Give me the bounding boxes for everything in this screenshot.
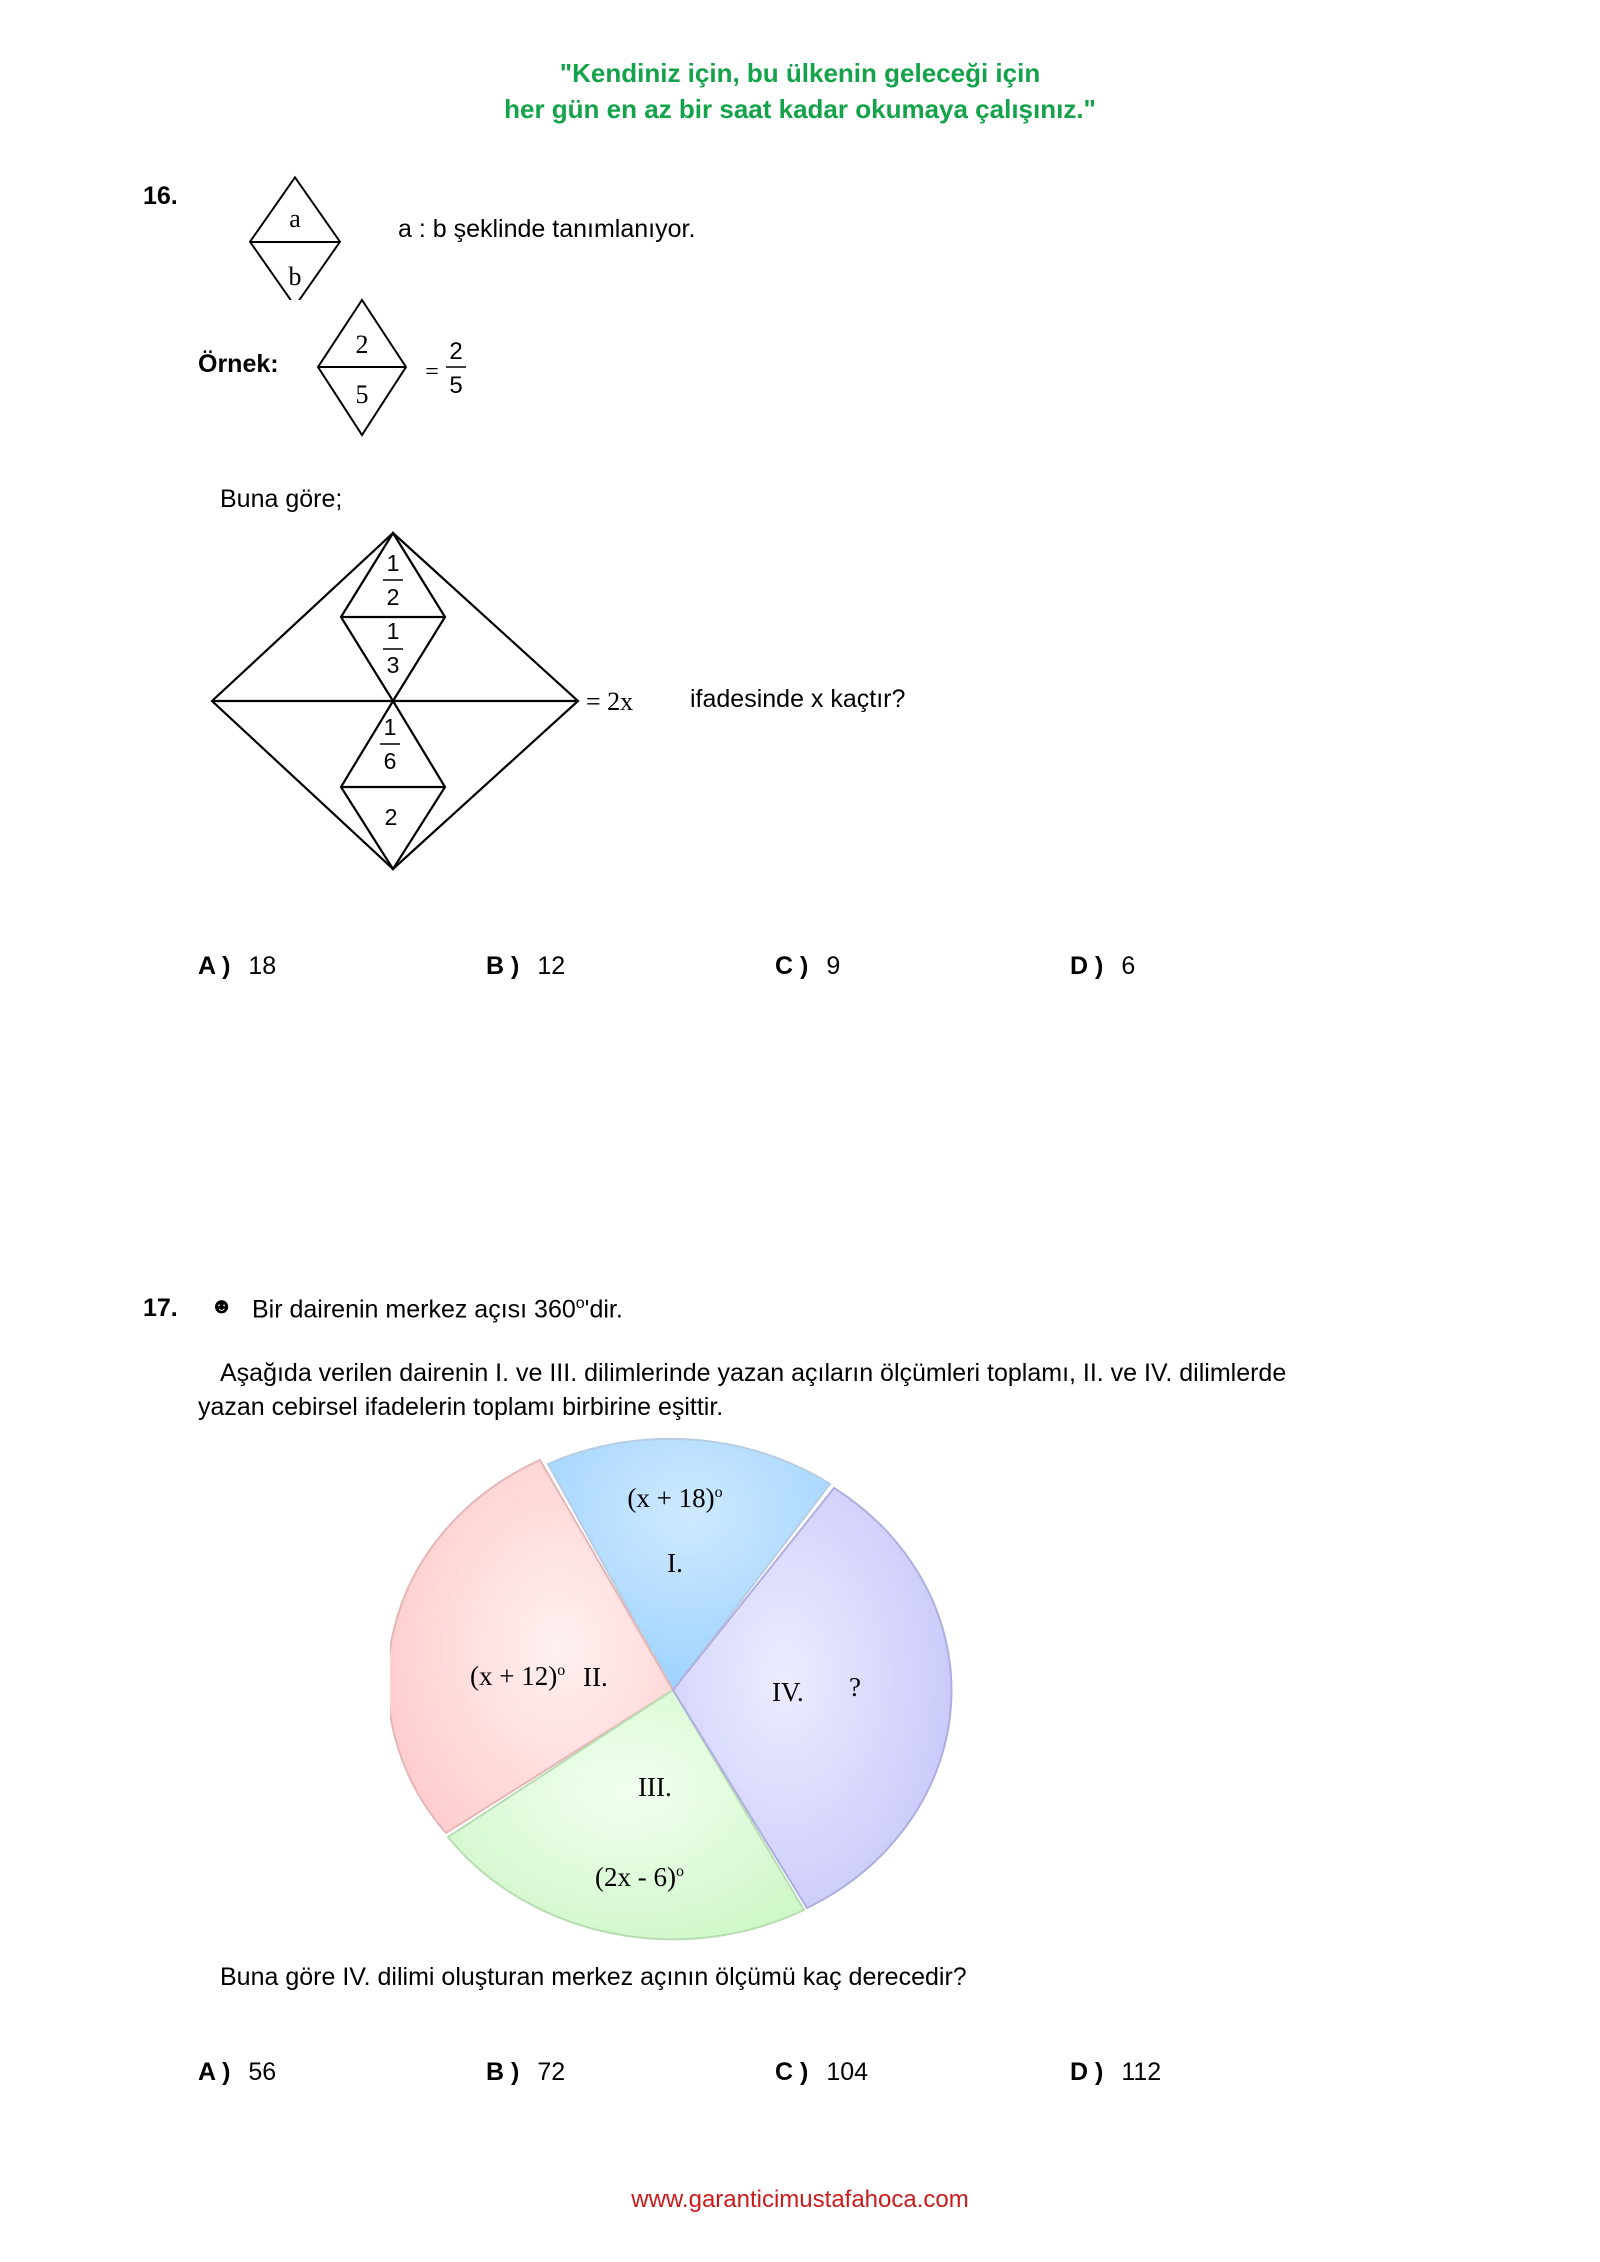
example-label: Örnek: <box>198 350 279 378</box>
buna-gore-text: Buna göre; <box>220 485 343 513</box>
option-letter: D ) <box>1070 2058 1104 2086</box>
q16-option-b[interactable] <box>486 952 565 981</box>
fact-text <box>252 1287 623 1326</box>
definition-diamond <box>240 175 350 300</box>
q16-option-d[interactable] <box>1070 952 1135 981</box>
example-equals: = <box>425 359 439 385</box>
option-value: 104 <box>826 2058 869 2086</box>
option-value: 112 <box>1121 2058 1162 2086</box>
pie-diagram <box>390 1438 960 1950</box>
slice-IV-expr: ? <box>849 1672 861 1702</box>
question-16-number: 16. <box>143 182 178 210</box>
option-letter: A ) <box>198 2058 231 2086</box>
slice-IV-label: IV. <box>772 1677 804 1707</box>
lower-top-den: 6 <box>383 748 397 774</box>
definition-top-a: a <box>289 204 301 233</box>
equals-2x: = 2x <box>586 687 634 716</box>
example-bottom: 5 <box>355 380 369 409</box>
example-top: 2 <box>355 330 369 359</box>
slice-I-expr: $(x + 18)^o$ <box>627 1483 723 1513</box>
motto-line-1: "Kendiniz için, bu ülkenin geleceği için <box>559 58 1041 88</box>
description-line-2: yazan cebirsel ifadelerin toplamı birbirine eşittir. <box>198 1393 724 1421</box>
definition-bottom-b: b <box>288 262 302 291</box>
question-17-prompt: Buna göre IV. dilimi oluşturan merkez açının ölçümü kaç derecedir? <box>220 1963 967 1991</box>
upper-bottom-den: 3 <box>386 652 400 678</box>
question-16-diagram <box>200 525 680 880</box>
option-value: 12 <box>537 952 566 980</box>
lower-bottom-value: 2 <box>384 804 398 830</box>
q16-option-c[interactable] <box>775 952 840 981</box>
slice-I-label: I. <box>667 1548 683 1578</box>
upper-bottom-num: 1 <box>386 618 400 644</box>
definition-text: a : b şeklinde tanımlanıyor. <box>398 215 696 243</box>
example-diagram <box>310 295 485 445</box>
option-value: 18 <box>248 952 277 980</box>
option-letter: B ) <box>486 952 520 980</box>
question-17-number: 17. <box>143 1294 178 1322</box>
upper-top-den: 2 <box>386 584 400 610</box>
slice-III-expr: (2x - 6)$^o$ <box>595 1862 684 1892</box>
q17-option-b[interactable] <box>486 2058 565 2087</box>
footer-url[interactable]: www.garanticimustafahoca.com <box>631 2186 969 2213</box>
lower-top-num: 1 <box>383 714 397 740</box>
option-letter: C ) <box>775 2058 809 2086</box>
example-result-den: 5 <box>449 372 463 399</box>
option-value: 56 <box>248 2058 277 2086</box>
slice-III-label: III. <box>638 1772 672 1802</box>
option-value: 6 <box>1121 952 1136 980</box>
q16-option-a[interactable] <box>198 952 276 981</box>
q17-option-c[interactable] <box>775 2058 868 2087</box>
option-letter: B ) <box>486 2058 520 2086</box>
slice-II-expr: $(x + 12)^o$ <box>470 1661 566 1691</box>
q17-option-d[interactable] <box>1070 2058 1161 2087</box>
fact-post: 'dir. <box>584 1295 623 1324</box>
fact-pre: Bir dairenin merkez açısı 360 <box>252 1295 576 1324</box>
q17-option-a[interactable] <box>198 2058 276 2087</box>
fact-degree: o <box>575 1295 585 1312</box>
description-line-1: Aşağıda verilen dairenin I. ve III. dilimlerinde yazan açıların ölçümleri toplamı, II. ve IV. dilimlerde <box>220 1359 1287 1387</box>
option-letter: C ) <box>775 952 809 980</box>
smiley-bullet-icon: ☻ <box>210 1293 234 1318</box>
slice-II-label: II. <box>583 1662 608 1692</box>
example-result-num: 2 <box>449 338 463 365</box>
option-letter: A ) <box>198 952 231 980</box>
option-value: 9 <box>826 952 841 980</box>
option-value: 72 <box>537 2058 566 2086</box>
upper-top-num: 1 <box>386 550 400 576</box>
option-letter: D ) <box>1070 952 1104 980</box>
motto-line-2: her gün en az bir saat kadar okumaya çalışınız." <box>504 94 1096 124</box>
question-16-prompt: ifadesinde x kaçtır? <box>690 685 906 713</box>
